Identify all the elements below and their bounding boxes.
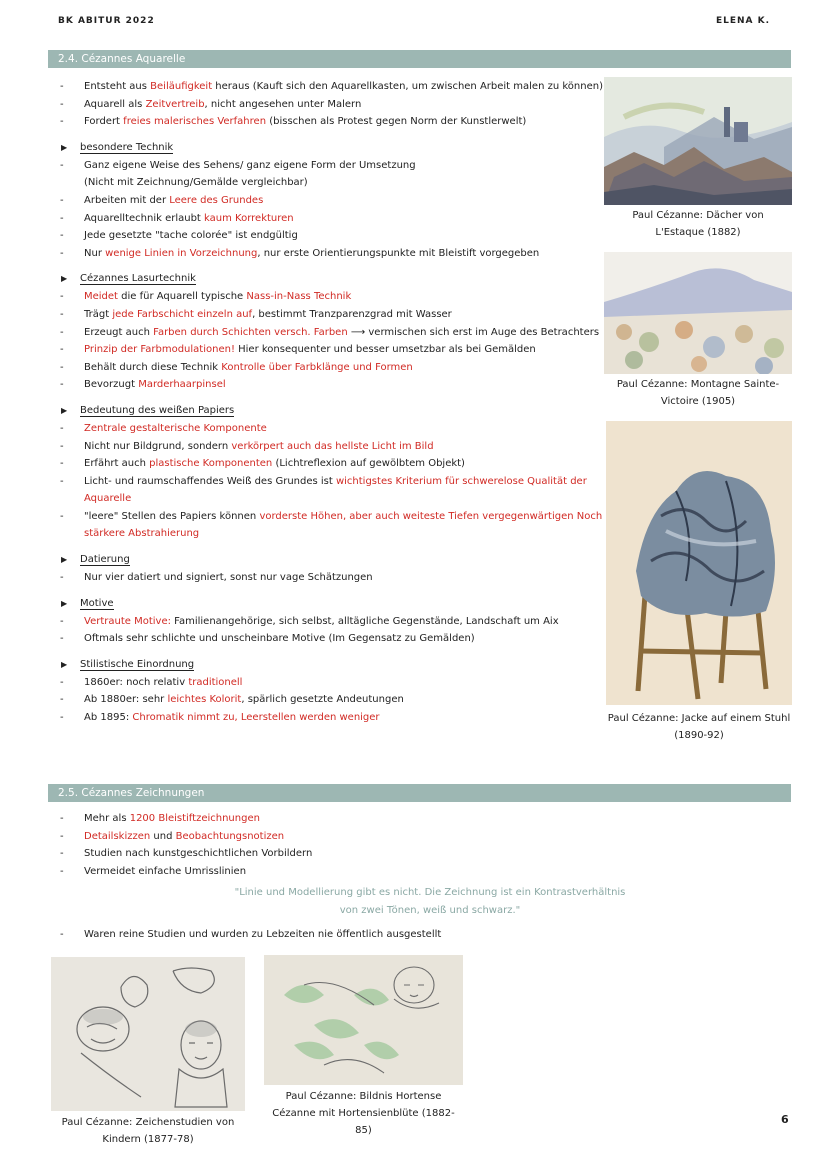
caption-kinder: Paul Cézanne: Zeichenstudien von Kindern (1877-78) [61,1117,235,1145]
bullet: - Ab 1880er: sehr leichtes Kolorit, spärlich gesetzte Andeutungen [56,691,596,709]
bullet: - Waren reine Studien und wurden zu Lebzeiten nie öffentlich ausgestellt [56,926,624,944]
bullet: - Vertraute Motive: Familienangehörige, sich selbst, alltägliche Gegenstände, Landschaft um Aix [56,613,596,631]
header-right: ELENA K. [715,16,770,26]
bullet: - 1860er: noch relativ traditionell [56,674,596,692]
bullet-continuation: Aquarelle [84,493,132,505]
subheading-lasur: ▶ Cézannes Lasurtechnik [56,270,596,288]
bullet: - Detailskizzen und Beobachtungsnotizen [56,828,596,846]
bullet: - Jede gesetzte "tache colorée" ist endgültig [56,227,596,245]
bullet: - Vermeidet einfache Umrisslinien [56,863,596,881]
caption-hortense: Paul Cézanne: Bildnis Hortense Cézanne mit Hortensienblüte (1882-85) [272,1091,455,1136]
bullet: - Fordert freies malerisches Verfahren (bisschen als Protest gegen Norm der Kunstlerwelt) [56,113,596,131]
painting-sainte-victoire [604,252,792,374]
header-left: BK ABITUR 2022 [58,16,155,26]
bullet: - Arbeiten mit der Leere des Grundes [56,192,596,210]
caption-sainte-victoire: Paul Cézanne: Montagne Sainte-Victoire (1905) [616,379,780,407]
bullet: - Oftmals sehr schlichte und unscheinbare Motive (Im Gegensatz zu Gemälden) [56,630,596,648]
bullet-continuation: stärkere Abstrahierung [84,528,200,540]
bullet: - Ganz eigene Weise des Sehens/ ganz eigene Form der Umsetzung [56,157,596,175]
bullet: - Trägt jede Farbschicht einzeln auf, bestimmt Tranzparenzgrad mit Wasser [56,306,596,324]
bullet: - Licht- und raumschaffendes Weiß des Grundes ist wichtigstes Kriterium für schwerelose Qualität der [56,473,596,491]
zeichnungen-text [56,810,596,880]
section-title-aquarelle: 2.4. Cézannes Aquarelle [48,50,791,68]
triangle-icon: ▶ [61,555,68,565]
drawing-kinder-studien [51,957,245,1111]
bullet: - Erfährt auch plastische Komponenten (Lichtreflexion auf gewölbtem Objekt) [56,455,596,473]
bullet: - Nur vier datiert und signiert, sonst nur vage Schätzungen [56,569,596,587]
bullet: - Erzeugt auch Farben durch Schichten versch. Farben ⟶ vermischen sich erst im Auge des Betrachters [56,324,596,342]
bullet: - Prinzip der Farbmodulationen! Hier konsequenter und besser umsetzbar als bei Gemälden [56,341,596,359]
bullet: - Aquarell als Zeitvertreib, nicht angesehen unter Malern [56,96,596,114]
bullet: - Entsteht aus Beiläufigkeit heraus (Kauft sich den Aquarellkasten, um zwischen Arbeit malen zu können) [56,78,596,96]
bullet: - Nur wenige Linien in Vorzeichnung, nur erste Orientierungspunkte mit Bleistift vorgegeben [56,245,596,263]
caption-daecher: Paul Cézanne: Dächer von L'Estaque (1882) [632,210,764,238]
drawing-hortense [264,955,463,1085]
subheading-datierung: ▶ Datierung [56,551,596,569]
caption-jacke: Paul Cézanne: Jacke auf einem Stuhl (1890-92) [607,713,791,741]
bullet: - Ab 1895: Chromatik nimmt zu, Leerstellen werden weniger [56,709,596,727]
bullet: - Studien nach kunstgeschichtlichen Vorbildern [56,845,596,863]
subheading-stil: ▶ Stilistische Einordnung [56,656,596,674]
bullet: - Zentrale gestalterische Komponente [56,420,596,438]
bullet: - Aquarelltechnik erlaubt kaum Korrekturen [56,210,596,228]
subheading-technik: ▶ besondere Technik [56,139,596,157]
subheading-papier: ▶ Bedeutung des weißen Papiers [56,402,596,420]
bullet: - Nicht nur Bildgrund, sondern verkörpert auch das hellste Licht im Bild [56,438,596,456]
triangle-icon: ▶ [61,274,68,284]
quote: "Linie und Modellierung gibt es nicht. Die Zeichnung ist ein Kontrastverhältnis von zwei Tönen, weiß und schwarz." [234,887,626,916]
bullet: - Bevorzugt Marderhaarpinsel [56,376,596,394]
bullet-continuation: (Nicht mit Zeichnung/Gemälde vergleichbar) [84,177,308,189]
page-number: 6 [781,1113,789,1126]
bullet: - "leere" Stellen des Papiers können vorderste Höhen, aber auch weiteste Tiefen vergegenwärtigen Noch [56,508,596,526]
aquarelle-text [56,78,603,727]
bullet: - Mehr als 1200 Bleistiftzeichnungen [56,810,596,828]
triangle-icon: ▶ [61,659,68,669]
subheading-motive: ▶ Motive [56,595,596,613]
painting-jacke-stuhl [606,421,792,705]
bullet: - Behält durch diese Technik Kontrolle über Farbklänge und Formen [56,359,596,377]
painting-daecher-estaque [604,77,792,205]
section-title-zeichnungen: 2.5. Cézannes Zeichnungen [48,784,791,802]
bullet: - Meidet die für Aquarell typische Nass-in-Nass Technik [56,288,596,306]
triangle-icon: ▶ [61,142,68,152]
triangle-icon: ▶ [61,598,68,608]
triangle-icon: ▶ [61,405,68,415]
